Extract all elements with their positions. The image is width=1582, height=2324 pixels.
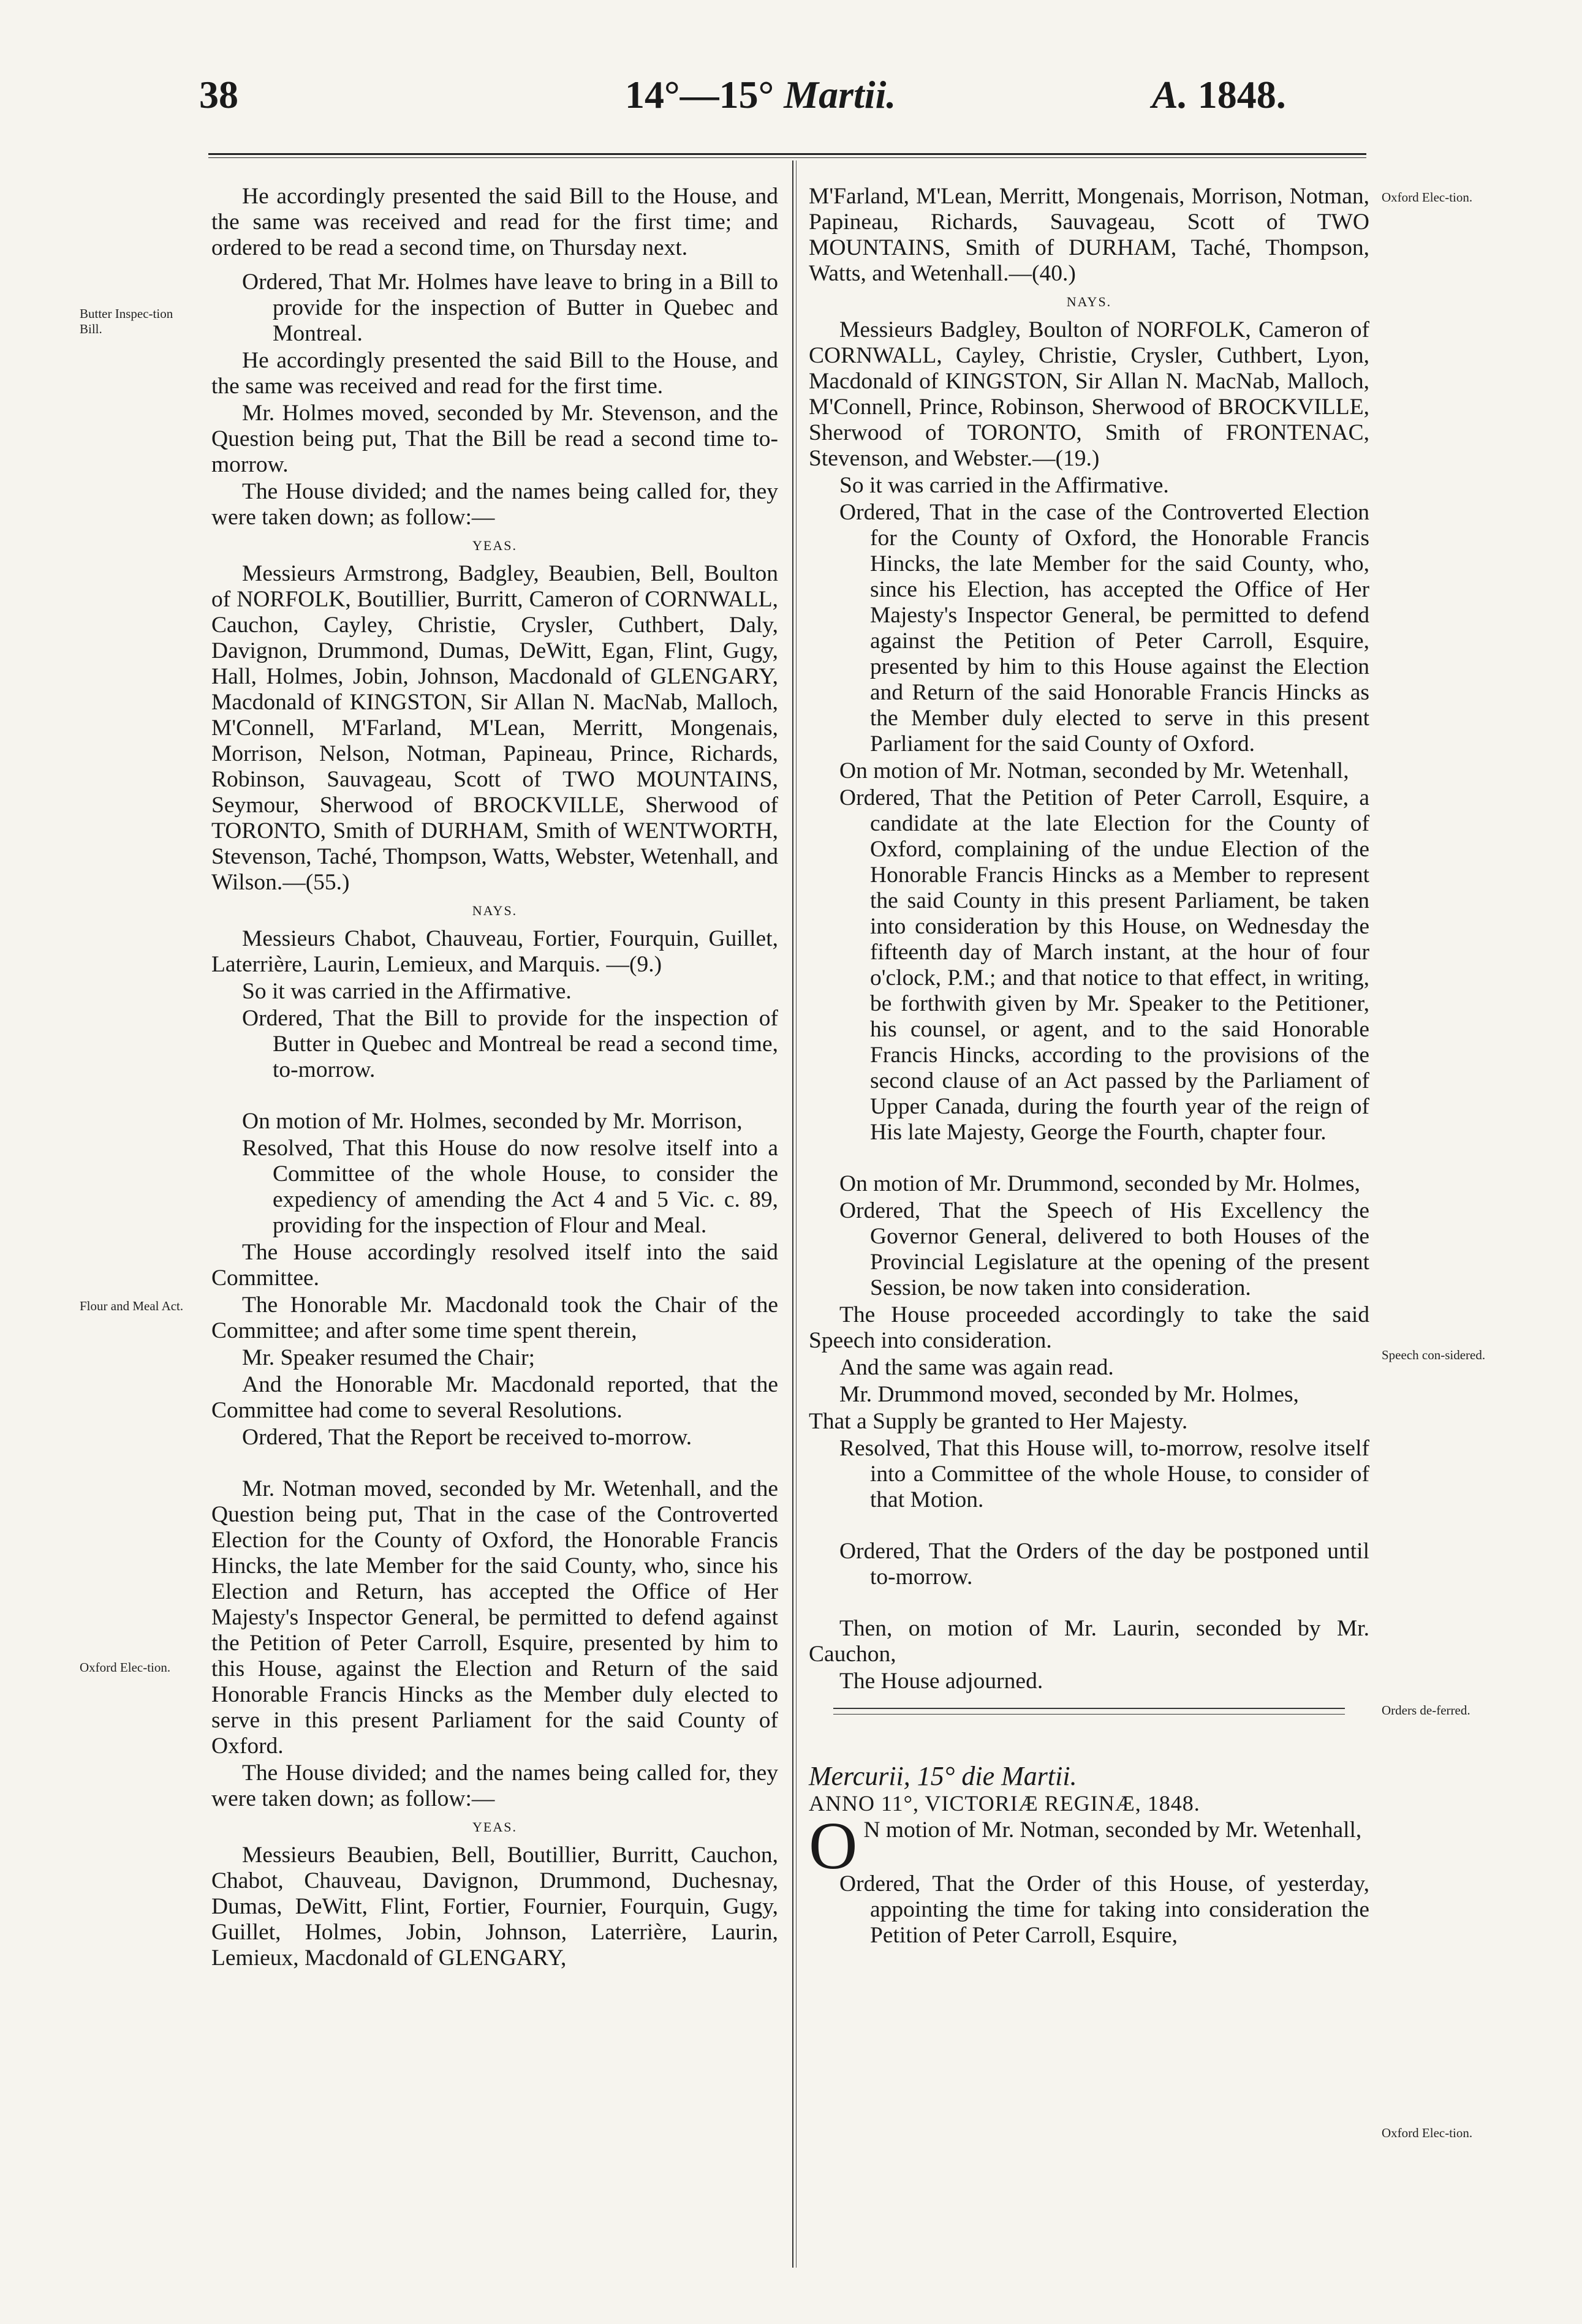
paragraph: So it was carried in the Affirmative. [839,473,1169,498]
header-date-days: 14°—15° [625,73,774,116]
vote-list: Messieurs Armstrong, Badgley, Beaubien, Bell, Boulton of NORFOLK, Boutillier, Burritt, Cameron of CORNWALL, Cauchon, Cayley, Christie, Crysler, Cuthbert, Daly, Davignon, Drummond, Dumas, DeWitt, Egan, Flint, Gugy, Hall, Holmes, Jobin, Johnson, Macdonald of GLENGARY, Macdonald of KINGSTON, Sir Allan N. MacNab, Malloch, M'Connell, M'Farland, M'Lean, Merritt, Mongenais, Morrison, Nelson, Notman, Papineau, Prince, Richards, Robinson, Sauvageau, Scott of TWO MOUNTAINS, Seymour, Sherwood of BROCKVILLE, Sherwood of TORONTO, Smith of DURHAM, Smith of WENTWORTH, Stevenson, Taché, Thompson, Watts, Webster, Wetenhall, and Wilson.—(55.) [211,561,778,895]
paragraph: Ordered, That the Petition of Peter Carroll, Esquire, a candidate at the late Election for the County of Oxford, complaining of the undue Election of the Honorable Francis Hincks as a Member to represent the said County in this present Parliament, be taken into consideration by this House, on Wednesday the fifteenth day of March instant, at the hour of four o'clock, P.M.; and that notice to that effect, in writing, be forthwith given by Mr. Speaker to the Petitioner, his counsel, or agent, and to the said Honorable Francis Hincks, according to the provisions of the second clause of an Act passed by the Parliament of Upper Canada, during the fourth year of the reign of His late Majesty, George the Fourth, chapter four. [839,785,1369,1145]
vote-list: Messieurs Badgley, Boulton of NORFOLK, Cameron of CORNWALL, Cayley, Christie, Crysler, Cuthbert, Lyon, Macdonald of KINGSTON, Sir Allan N. MacNab, Malloch, M'Connell, Prince, Robinson, Sherwood of BROCKVILLE, Sherwood of TORONTO, Smith of FRONTENAC, Stevenson, and Webster.—(19.) [809,317,1369,471]
paragraph: The Honorable Mr. Macdonald took the Chair of the Committee; and after some time spent therein, [211,1292,778,1343]
paragraph: On motion of Mr. Notman, seconded by Mr. Wetenhall, [839,758,1349,783]
header-year-value: 1848. [1197,73,1286,116]
paragraph: Ordered, That the Orders of the day be postponed until to-morrow. [839,1539,1369,1590]
column-divider-inner [796,160,797,2268]
margin-note-oxford-election-right-top: Oxford Elec-tion. [1382,190,1473,205]
paragraph-opening [809,1808,1369,1883]
right-column [809,184,1369,1950]
paragraph: Ordered, That Mr. Holmes have leave to bring in a Bill to provide for the inspection of Butter in Quebec and Montreal. [242,270,778,346]
paragraph: That a Supply be granted to Her Majesty. [809,1409,1188,1434]
paragraph: So it was carried in the Affirmative. [242,979,572,1004]
paragraph: On motion of Mr. Holmes, seconded by Mr. Morrison, [242,1109,743,1134]
paragraph: Ordered, That the Report be received to-morrow. [242,1425,692,1450]
paragraph: Mr. Holmes moved, seconded by Mr. Stevenson, and the Question being put, That the Bill be read a second time to-morrow. [211,401,778,477]
paragraph: Ordered, That in the case of the Controverted Election for the County of Oxford, the Honorable Francis Hincks, the late Member for the said County, who, since his Election, has accepted the Office of Her Majesty's Inspector General, be permitted to defend against the Petition of Peter Carroll, Esquire, presented by him to this House against the Election and Return of the said Honorable Francis Hincks as the Member duly elected to serve in this present Parliament for the said County of Oxford. [839,500,1369,756]
margin-note-oxford-election-right-bottom: Oxford Elec-tion. [1382,2126,1473,2140]
margin-note-flour-meal: Flour and Meal Act. [80,1299,184,1313]
header-year [1152,72,1286,118]
paragraph: The House divided; and the names being called for, they were taken down; as follow:— [211,1760,778,1811]
header-year-prefix: A. [1152,73,1188,116]
paragraph: Resolved, That this House do now resolve itself into a Committee of the whole House, to consider the expediency of amending the Act 4 and 5 Vic. c. 89, providing for the inspection of Flour and Meal. [242,1136,778,1238]
vote-list: Messieurs Beaubien, Bell, Boutillier, Burritt, Cauchon, Chabot, Chauveau, Davignon, Drummond, Duchesnay, Dumas, DeWitt, Flint, Fortier, Fournier, Fourquin, Gugy, Guillet, Holmes, Jobin, Johnson, Laterrière, Laurin, Lemieux, Macdonald of GLENGARY, [211,1843,778,1971]
division-heading: YEAS. [472,538,517,553]
paragraph: Ordered, That the Bill to provide for the inspection of Butter in Quebec and Montreal be read a second time, to-morrow. [242,1006,778,1082]
paragraph: The House divided; and the names being called for, they were taken down; as follow:— [211,479,778,530]
paragraph: Mr. Notman moved, seconded by Mr. Wetenhall, and the Question being put, That in the case of the Controverted Election for the County of Oxford, the Honorable Francis Hincks, the late Member for the said County, who, since his Election and Return, has accepted the Office of Her Majesty's Inspector General, be permitted to defend against the Petition of Peter Carroll, Esquire, presented by him to this House, against the Election and Return of the said Honorable Francis Hincks as the Member duly elected to serve in this present Parliament for the said County of Oxford. [211,1476,778,1759]
division-heading: NAYS. [472,903,518,918]
paragraph: Then, on motion of Mr. Laurin, seconded by Mr. Cauchon, [809,1616,1369,1667]
margin-note-speech-considered: Speech con-sidered. [1382,1348,1486,1362]
header-rule [208,153,1366,158]
paragraph: He accordingly presented the said Bill to the House, and the same was received and read for the first time; and ordered to be read a second time, on Thursday next. [211,184,778,260]
vote-list: M'Farland, M'Lean, Merritt, Mongenais, Morrison, Notman, Papineau, Richards, Sauvageau, Scott of TWO MOUNTAINS, Smith of DURHAM, Taché, Thompson, Watts, and Wetenhall.—(40.) [809,184,1369,286]
paragraph: Ordered, That the Speech of His Excellency the Governor General, delivered to both Houses of the Provincial Legislature at the opening of the present Session, be now taken into consideration. [839,1198,1369,1300]
header-date-month: Martii. [784,73,896,116]
section-rule-thin [833,1714,1345,1715]
paragraph: Mr. Speaker resumed the Chair; [242,1345,535,1370]
paragraph: And the Honorable Mr. Macdonald reported, that the Committee had come to several Resolutions. [211,1372,778,1423]
division-heading: NAYS. [1066,294,1112,309]
paragraph: Mr. Drummond moved, seconded by Mr. Holmes, [839,1382,1299,1407]
margin-note-oxford-election-left: Oxford Elec-tion. [80,1660,171,1675]
header-date [625,72,896,118]
paragraph: And the same was again read. [839,1355,1114,1380]
paragraph: The House adjourned. [839,1669,1043,1694]
paragraph: The House proceeded accordingly to take the said Speech into consideration. [809,1302,1369,1353]
margin-note-orders-deferred: Orders de-ferred. [1382,1703,1470,1718]
section-rule [833,1708,1345,1709]
drop-cap: O [809,1808,858,1883]
page-header [0,72,1582,146]
paragraph: On motion of Mr. Drummond, seconded by Mr. Holmes, [839,1171,1360,1196]
paragraph: He accordingly presented the said Bill to the House, and the same was received and read for the first time. [211,348,778,399]
paragraph: Ordered, That the Order of this House, of yesterday, appointing the time for taking into consideration the Petition of Peter Carroll, Esquire, [839,1871,1369,1948]
sitting-title: Mercurii, 15° die Martii. [809,1761,1077,1791]
sitting-year: ANNO 11°, VICTORIÆ REGINÆ, 1848. [809,1791,1200,1816]
paragraph: Resolved, That this House will, to-morrow, resolve itself into a Committee of the whole House, to consider of that Motion. [839,1436,1369,1512]
paragraph-opening-text: N motion of Mr. Notman, seconded by Mr. Wetenhall, [863,1817,1362,1843]
margin-note-butter-inspection: Butter Inspec-tion Bill. [80,306,173,336]
column-divider [792,160,793,2268]
vote-list: Messieurs Chabot, Chauveau, Fortier, Fourquin, Guillet, Laterrière, Laurin, Lemieux, and Marquis. —(9.) [211,926,778,977]
paragraph: The House accordingly resolved itself into the said Committee. [211,1240,778,1291]
page-number: 38 [199,73,238,116]
division-heading: YEAS. [472,1819,517,1835]
left-column [211,184,778,1972]
